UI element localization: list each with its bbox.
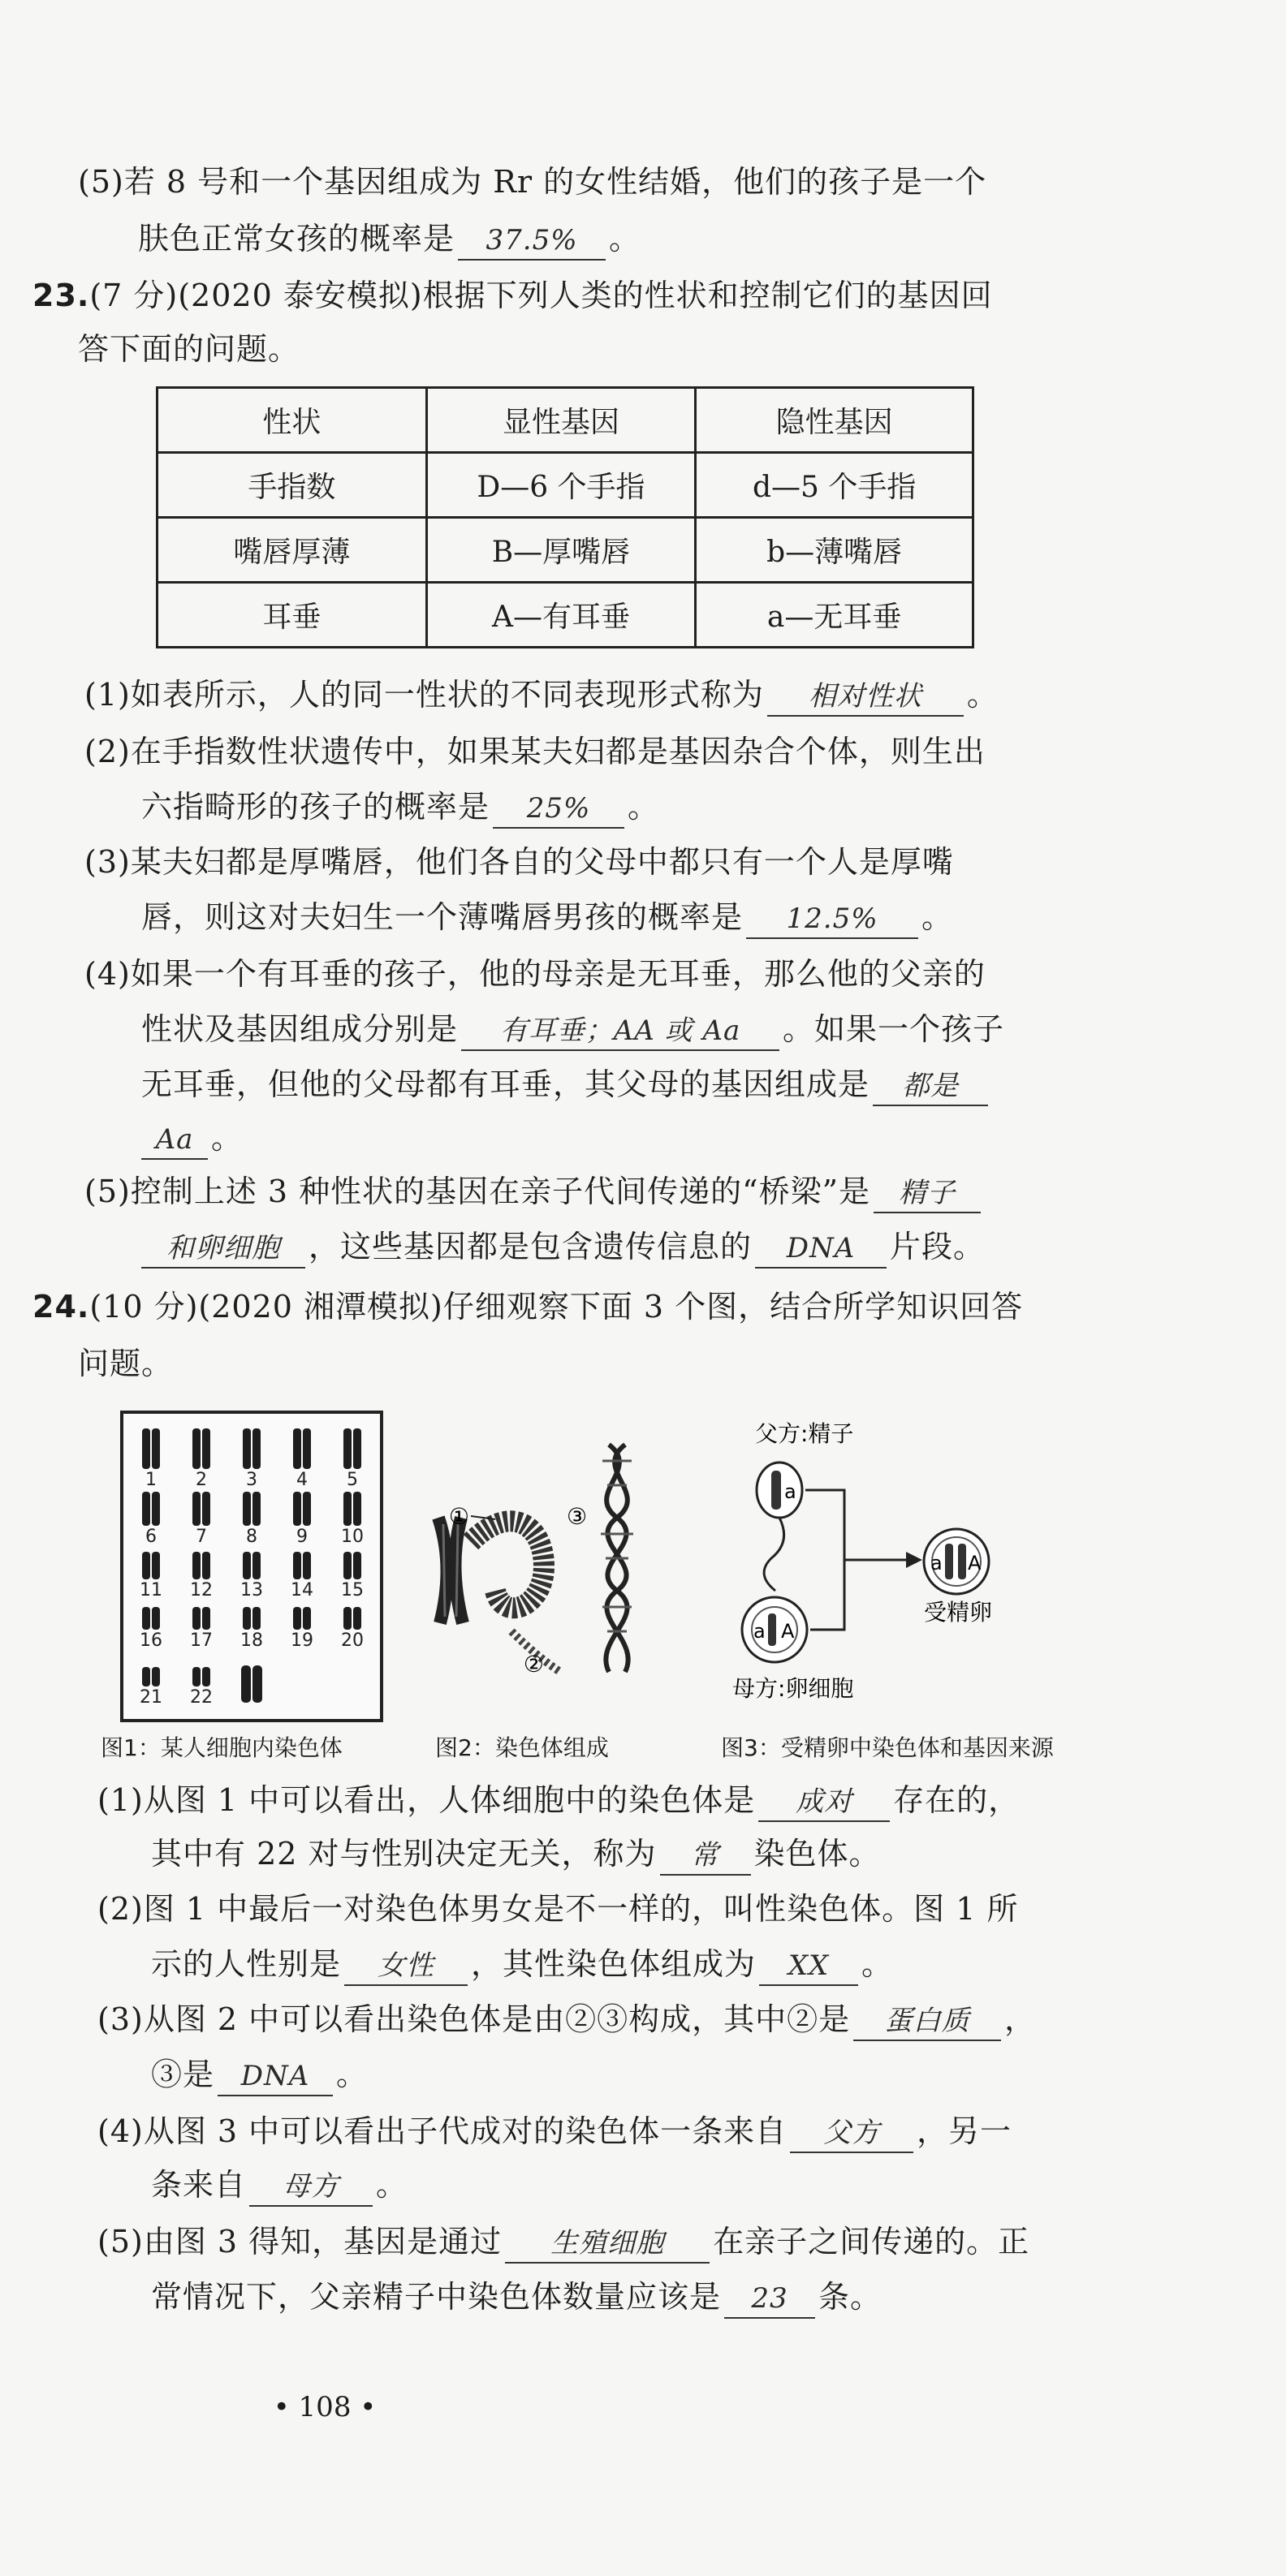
chromosome	[142, 1492, 150, 1526]
chromosome	[343, 1492, 352, 1526]
trait-gene-table	[156, 386, 974, 648]
table-cell: D—6 个手指	[426, 453, 696, 518]
chromosome-number-label: 9	[296, 1527, 308, 1547]
q23-part1-end: 。	[966, 677, 999, 713]
chromosome-pair	[192, 1428, 210, 1469]
chromosome-pair	[142, 1607, 160, 1630]
karyotype-chromosomes	[123, 1414, 380, 1719]
q24-part1-answer: 成对	[758, 1783, 890, 1822]
chromosome-pair	[243, 1492, 261, 1526]
q23-part1	[84, 672, 999, 717]
q24-part1-mid: 存在的，	[893, 1782, 1021, 1818]
chromosome-number-label: 12	[190, 1580, 213, 1600]
zygote-gene-A: A	[968, 1552, 982, 1574]
figure1-caption: 图1：某人细胞内染色体	[101, 1734, 343, 1761]
chromosome	[243, 1492, 251, 1526]
chromosome-number-label: 17	[190, 1630, 213, 1651]
chromosome-number-label: 5	[347, 1470, 358, 1490]
q23-part4-answer2a: 都是	[873, 1067, 988, 1106]
q24-part3-answer2: DNA	[218, 2057, 333, 2096]
q24-part1-answer2: 常	[660, 1837, 751, 1876]
sperm-gene-a: a	[784, 1480, 796, 1503]
chromosome	[303, 1428, 311, 1469]
chromosome	[243, 1428, 251, 1469]
chromosome	[353, 1492, 361, 1526]
chromosome-number-label: 6	[145, 1527, 157, 1547]
q23-part5-mid: ，这些基因都是包含遗传信息的	[309, 1229, 753, 1264]
chromosome-pair	[192, 1552, 210, 1579]
q24-stem-line2	[78, 1341, 173, 1386]
q23-stem-end: 答下面的问题。	[78, 331, 300, 367]
q23-part5-line1	[84, 1169, 984, 1214]
q23-part3-prompt: 唇，则这对夫妇生一个薄嘴唇男孩的概率是	[141, 899, 744, 935]
chromosome-number-label: 21	[140, 1687, 162, 1708]
q23-part1-prompt: (1)如表所示，人的同一性状的不同表现形式称为	[84, 677, 764, 713]
chromosome-number-label: 4	[296, 1470, 308, 1490]
q23-part3-text: (3)某夫妇都是厚嘴唇，他们各自的父母中都只有一个人是厚嘴	[84, 844, 954, 880]
q23-part4-end: 。	[211, 1120, 244, 1156]
chromosome-number-label: 7	[196, 1527, 207, 1547]
chromosome	[142, 1667, 150, 1686]
chromosome-number-label: 2	[196, 1470, 207, 1490]
q23-part4-text: (4)如果一个有耳垂的孩子，他的母亲是无耳垂，那么他的父亲的	[84, 956, 986, 992]
q22-part5-end: 。	[609, 221, 641, 256]
q23-part2-answer: 25%	[493, 790, 624, 829]
chromosome-pair	[142, 1667, 160, 1686]
chromosome	[343, 1607, 352, 1630]
chromosome	[353, 1428, 361, 1469]
chromosome	[293, 1607, 301, 1630]
chromosome-x-shape	[438, 1518, 463, 1623]
table-header-dominant: 显性基因	[426, 388, 696, 453]
q24-part2-mid: ，其性染色体组成为	[471, 1946, 757, 1982]
q22-part5-prompt: 肤色正常女孩的概率是	[138, 221, 455, 256]
q23-part2-prompt: 六指畸形的孩子的概率是	[141, 789, 490, 825]
chromosome	[343, 1552, 352, 1579]
chromosome	[152, 1552, 160, 1579]
chromosome	[202, 1667, 210, 1686]
q23-part4-prompt: 性状及基因组成分别是	[141, 1011, 459, 1047]
zygote-label: 受精卵	[924, 1599, 993, 1626]
chromosome-number-label: 10	[341, 1527, 364, 1547]
q24-part5-end: 条。	[818, 2279, 883, 2315]
q24-part3-prompt2: ③是	[151, 2057, 215, 2092]
q23-part3-line1	[84, 839, 954, 885]
table-header-row	[158, 388, 973, 453]
q24-part4-line1	[97, 2109, 1012, 2154]
q23-part4-answer1: 有耳垂；AA 或 Aa	[461, 1012, 779, 1051]
chromosome	[152, 1667, 160, 1686]
sex-chromosome-pair	[241, 1665, 262, 1703]
q23-part2-line1	[84, 729, 986, 774]
table-cell: 耳垂	[158, 583, 427, 648]
q23-stem-line2	[78, 326, 300, 372]
q23-part4-line2	[141, 1006, 1004, 1052]
q24-part5-prompt2: 常情况下，父亲精子中染色体数量应该是	[151, 2279, 722, 2315]
chromosome	[353, 1552, 361, 1579]
chromosome	[152, 1607, 160, 1630]
chromosome	[252, 1428, 261, 1469]
figure2-caption: 图2：染色体组成	[435, 1734, 609, 1761]
chromosome	[293, 1492, 301, 1526]
chromosome-number-label: 1	[145, 1470, 157, 1490]
q23-stem-line1	[32, 273, 993, 318]
chromosome-pair	[243, 1552, 261, 1579]
connector-arrows	[805, 1490, 922, 1630]
q23-part5-answer2: DNA	[755, 1230, 887, 1269]
karyotype-figure	[120, 1411, 383, 1722]
chromosome	[343, 1428, 352, 1469]
chromosome	[353, 1607, 361, 1630]
coiled-fiber	[471, 1521, 560, 1672]
zygote-cell	[924, 1529, 989, 1594]
q23-part5-answer1b: 和卵细胞	[141, 1230, 305, 1269]
q24-part4-answer2: 母方	[249, 2168, 373, 2207]
q24-part3-answer: 蛋白质	[853, 2002, 1001, 2041]
q24-part3-mid: ，	[1004, 2001, 1037, 2037]
table-cell: A—有耳垂	[426, 583, 696, 648]
chromosome-pair	[192, 1667, 210, 1686]
q24-part1-line2	[151, 1831, 881, 1876]
chromosome-number-label: 11	[140, 1580, 162, 1600]
chromosome-pair	[293, 1492, 311, 1526]
q24-part3-line1	[97, 1997, 1036, 2042]
q24-part5-mid: 在亲子之间传递的。正	[713, 2224, 1030, 2259]
chromosome	[142, 1552, 150, 1579]
chromosome	[243, 1607, 251, 1630]
figure3-caption: 图3：受精卵中染色体和基因来源	[721, 1734, 1054, 1761]
table-header-recessive: 隐性基因	[696, 388, 973, 453]
chromosome-number-label: 14	[291, 1580, 313, 1600]
chromosome-number-label: 8	[246, 1527, 257, 1547]
mother-egg-label: 母方:卵细胞	[732, 1675, 854, 1702]
table-cell: a—无耳垂	[696, 583, 973, 648]
q24-part2-answer2: XX	[759, 1947, 858, 1986]
q23-part4-line1	[84, 951, 986, 997]
q23-part5-prompt: (5)控制上述 3 种性状的基因在亲子代间传递的“桥梁”是	[84, 1174, 871, 1209]
chromosome-number-label: 3	[246, 1470, 257, 1490]
q22-part5-text: (5)若 8 号和一个基因组成为 Rr 的女性结婚，他们的孩子是一个	[78, 164, 987, 200]
q23-part4-line3	[141, 1062, 991, 1107]
chromosome-number-label: 22	[190, 1687, 213, 1708]
q23-stem: (7 分)(2020 泰安模拟)根据下列人类的性状和控制它们的基因回	[89, 278, 993, 313]
q24-part5-line2	[151, 2274, 882, 2320]
q23-part2-line2	[141, 784, 659, 829]
chromosome-pair	[192, 1607, 210, 1630]
q24-number: 24.	[32, 1289, 90, 1325]
q24-part4-answer: 父方	[790, 2114, 913, 2153]
table-row	[158, 518, 973, 583]
chromosome	[192, 1428, 201, 1469]
chromosome	[152, 1428, 160, 1469]
chromosome	[142, 1428, 150, 1469]
table-row	[158, 453, 973, 518]
chromosome	[192, 1607, 201, 1630]
chromosome	[252, 1607, 261, 1630]
chromosome-pair	[293, 1428, 311, 1469]
q23-part4-prompt2: 无耳垂，但他的父母都有耳垂，其父母的基因组成是	[141, 1066, 870, 1102]
chromosome-number-label: 15	[341, 1580, 364, 1600]
chromosome	[241, 1665, 251, 1703]
q22-part5-line2	[138, 216, 641, 261]
chromosome-number-label: 16	[140, 1630, 162, 1651]
chromosome	[293, 1428, 301, 1469]
q24-part4-line2	[151, 2162, 408, 2208]
q23-part5-answer1a: 精子	[874, 1174, 981, 1213]
table-cell: d—5 个手指	[696, 453, 973, 518]
q24-part2-answer: 女性	[344, 1947, 468, 1986]
chromosome-number-label: 19	[291, 1630, 313, 1651]
q24-part3-end: 。	[336, 2057, 369, 2092]
q23-part3-end: 。	[921, 899, 954, 935]
chromosome	[243, 1552, 251, 1579]
page-number: • 108 •	[273, 2391, 377, 2423]
table-cell: 手指数	[158, 453, 427, 518]
egg-cell	[742, 1597, 807, 1662]
q23-part5-line2	[141, 1224, 985, 1269]
q24-part2-text: (2)图 1 中最后一对染色体男女是不一样的，叫性染色体。图 1 所	[97, 1891, 1019, 1927]
q23-part4-mid: 。如果一个孩子	[783, 1011, 1005, 1047]
q24-part1-end: 染色体。	[753, 1836, 881, 1872]
q24-part1-line1	[97, 1777, 1020, 1823]
zygote-origin-figure	[714, 1412, 1055, 1712]
chromosome	[192, 1492, 201, 1526]
chromosome	[303, 1552, 311, 1579]
chromosome	[202, 1428, 210, 1469]
q24-part2-end: 。	[861, 1946, 894, 1982]
chromosome	[252, 1665, 262, 1703]
chromosome	[202, 1552, 210, 1579]
chromosome	[202, 1607, 210, 1630]
q23-part2-text: (2)在手指数性状遗传中，如果某夫妇都是基因杂合个体，则生出	[84, 734, 986, 769]
chromosome-number-label: 20	[341, 1630, 364, 1651]
table-cell: 嘴唇厚薄	[158, 518, 427, 583]
egg-gene-A: A	[781, 1620, 795, 1643]
chromosome-pair	[343, 1552, 361, 1579]
chromosome	[152, 1492, 160, 1526]
chromosome	[192, 1552, 201, 1579]
label-circled-2: ②	[523, 1651, 544, 1678]
q24-part2-prompt: 示的人性别是	[151, 1946, 342, 1982]
q23-part4-line4	[141, 1115, 243, 1161]
chromosome	[202, 1492, 210, 1526]
q23-part1-answer: 相对性状	[767, 678, 964, 717]
q23-part5-end: 片段。	[890, 1229, 986, 1264]
q23-part2-end: 。	[628, 789, 660, 825]
q24-part5-line1	[97, 2219, 1029, 2264]
q24-part1-prompt2: 其中有 22 对与性别决定无关，称为	[151, 1836, 657, 1872]
q22-part5-answer: 37.5%	[458, 222, 606, 261]
chromosome	[252, 1552, 261, 1579]
chromosome-pair	[243, 1428, 261, 1469]
q24-part3-line2	[151, 2052, 368, 2097]
q24-part3-prompt: (3)从图 2 中可以看出染色体是由②③构成，其中②是	[97, 2001, 851, 2037]
chromosome	[293, 1552, 301, 1579]
q24-part4-mid: ，另一	[917, 2113, 1012, 2149]
q24-part5-prompt: (5)由图 3 得知，基因是通过	[97, 2224, 503, 2259]
chromosome	[303, 1607, 311, 1630]
table-cell: b—薄嘴唇	[696, 518, 973, 583]
dna-double-helix	[601, 1445, 633, 1672]
chromosome-pair	[142, 1492, 160, 1526]
chromosome-pair	[192, 1492, 210, 1526]
q23-part3-line2	[141, 894, 953, 940]
chromosome	[252, 1492, 261, 1526]
table-row	[158, 583, 973, 648]
q24-part2-line2	[151, 1941, 893, 1987]
q24-part4-end: 。	[376, 2167, 408, 2203]
q23-part4-answer2b: Aa	[141, 1121, 208, 1160]
table-header-trait: 性状	[158, 388, 427, 453]
table-cell: B—厚嘴唇	[426, 518, 696, 583]
q24-part5-answer: 生殖细胞	[505, 2225, 710, 2264]
label-circled-1: ①	[448, 1503, 469, 1530]
chromosome-pair	[243, 1607, 261, 1630]
q22-part5-line1	[78, 159, 986, 205]
q24-part5-answer2: 23	[724, 2280, 815, 2319]
chromosome-structure-figure	[422, 1428, 666, 1704]
chromosome-pair	[343, 1428, 361, 1469]
zygote-gene-a: a	[930, 1552, 943, 1574]
q24-part2-line1	[97, 1886, 1019, 1932]
chromosome-pair	[142, 1552, 160, 1579]
chromosome-pair	[293, 1607, 311, 1630]
q24-part4-prompt: (4)从图 3 中可以看出子代成对的染色体一条来自	[97, 2113, 788, 2149]
chromosome-pair	[142, 1428, 160, 1469]
chromosome-pair	[343, 1492, 361, 1526]
chromosome	[303, 1492, 311, 1526]
q23-part3-answer: 12.5%	[746, 900, 918, 939]
chromosome-pair	[293, 1552, 311, 1579]
q24-part1-prompt: (1)从图 1 中可以看出，人体细胞中的染色体是	[97, 1782, 756, 1818]
chromosome	[192, 1667, 201, 1686]
label-circled-3: ③	[567, 1503, 588, 1530]
egg-gene-a: a	[753, 1620, 766, 1643]
q24-stem-line1	[32, 1284, 1023, 1329]
chromosome-pair	[343, 1607, 361, 1630]
q24-stem: (10 分)(2020 湘潭模拟)仔细观察下面 3 个图，结合所学知识回答	[89, 1289, 1024, 1325]
chromosome	[142, 1607, 150, 1630]
chromosome-number-label: 18	[240, 1630, 263, 1651]
father-sperm-label: 父方:精子	[755, 1420, 854, 1447]
chromosome-number-label: 13	[240, 1580, 263, 1600]
q24-part4-prompt2: 条来自	[151, 2167, 247, 2203]
q24-stem-end: 问题。	[78, 1346, 174, 1381]
sperm-cell	[757, 1462, 802, 1591]
q23-number: 23.	[32, 278, 90, 313]
